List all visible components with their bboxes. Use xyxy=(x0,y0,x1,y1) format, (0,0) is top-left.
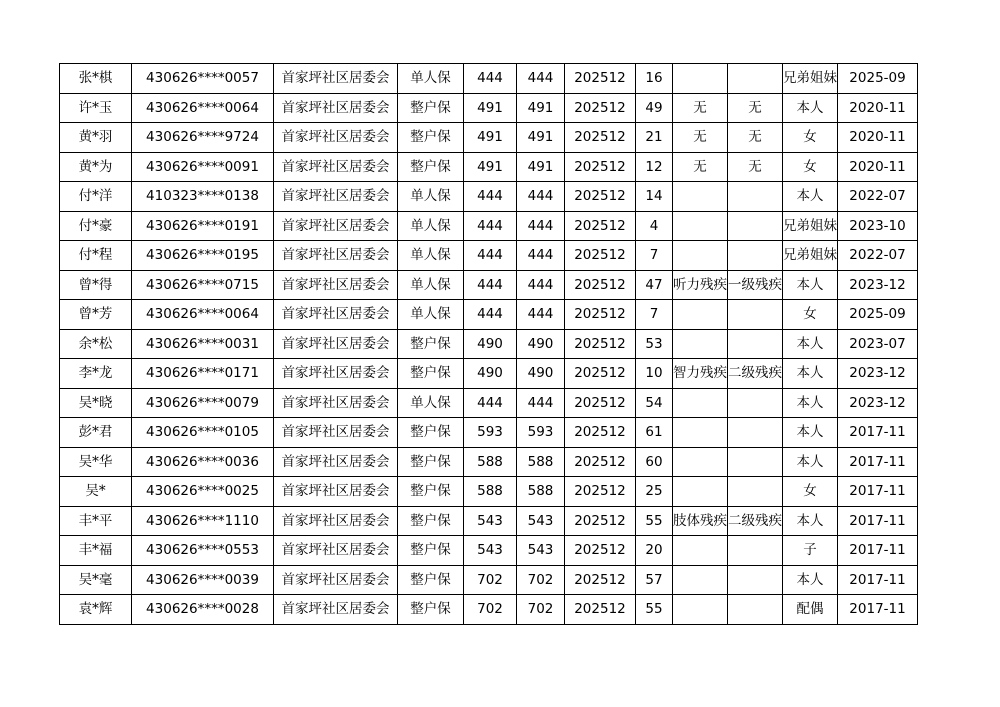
amount2-cell: 490 xyxy=(517,329,565,359)
disability-level-cell xyxy=(728,565,783,595)
table-row xyxy=(60,329,918,359)
amount-cell: 491 xyxy=(464,93,517,123)
amount-cell: 491 xyxy=(464,152,517,182)
organization-cell: 首家坪社区居委会 xyxy=(274,536,398,566)
disability-level-cell xyxy=(728,182,783,212)
id-number-cell: 430626****0036 xyxy=(132,447,274,477)
age-cell: 10 xyxy=(636,359,673,389)
disability-type-cell xyxy=(673,418,728,448)
disability-type-cell: 无 xyxy=(673,123,728,153)
disability-type-cell xyxy=(673,300,728,330)
month-cell: 202512 xyxy=(565,536,636,566)
amount2-cell: 444 xyxy=(517,300,565,330)
amount-cell: 588 xyxy=(464,447,517,477)
amount-cell: 702 xyxy=(464,595,517,625)
amount-cell: 491 xyxy=(464,123,517,153)
month-cell: 202512 xyxy=(565,388,636,418)
disability-type-cell xyxy=(673,211,728,241)
disability-level-cell xyxy=(728,300,783,330)
table-row xyxy=(60,270,918,300)
name-cell: 曾*芳 xyxy=(60,300,132,330)
name-cell: 黄*为 xyxy=(60,152,132,182)
month-cell: 202512 xyxy=(565,182,636,212)
disability-level-cell: 无 xyxy=(728,123,783,153)
disability-type-cell xyxy=(673,447,728,477)
relationship-cell: 本人 xyxy=(783,270,838,300)
start-date-cell: 2017-11 xyxy=(838,536,918,566)
age-cell: 57 xyxy=(636,565,673,595)
coverage-type-cell: 整户保 xyxy=(398,93,464,123)
table-row xyxy=(60,359,918,389)
organization-cell: 首家坪社区居委会 xyxy=(274,123,398,153)
month-cell: 202512 xyxy=(565,359,636,389)
table-row xyxy=(60,152,918,182)
table-row xyxy=(60,595,918,625)
age-cell: 60 xyxy=(636,447,673,477)
coverage-type-cell: 整户保 xyxy=(398,506,464,536)
disability-type-cell: 听力残疾 xyxy=(673,270,728,300)
organization-cell: 首家坪社区居委会 xyxy=(274,329,398,359)
amount-cell: 444 xyxy=(464,64,517,94)
id-number-cell: 430626****0064 xyxy=(132,300,274,330)
start-date-cell: 2023-10 xyxy=(838,211,918,241)
age-cell: 55 xyxy=(636,595,673,625)
amount-cell: 444 xyxy=(464,182,517,212)
table-row xyxy=(60,388,918,418)
coverage-type-cell: 整户保 xyxy=(398,565,464,595)
organization-cell: 首家坪社区居委会 xyxy=(274,211,398,241)
start-date-cell: 2020-11 xyxy=(838,123,918,153)
start-date-cell: 2025-09 xyxy=(838,64,918,94)
amount2-cell: 543 xyxy=(517,536,565,566)
age-cell: 14 xyxy=(636,182,673,212)
amount2-cell: 588 xyxy=(517,447,565,477)
relationship-cell: 子 xyxy=(783,536,838,566)
start-date-cell: 2017-11 xyxy=(838,477,918,507)
month-cell: 202512 xyxy=(565,565,636,595)
age-cell: 20 xyxy=(636,536,673,566)
coverage-type-cell: 整户保 xyxy=(398,329,464,359)
name-cell: 彭*君 xyxy=(60,418,132,448)
name-cell: 曾*得 xyxy=(60,270,132,300)
age-cell: 7 xyxy=(636,300,673,330)
amount2-cell: 490 xyxy=(517,359,565,389)
table-row xyxy=(60,182,918,212)
table-row xyxy=(60,93,918,123)
disability-type-cell: 智力残疾 xyxy=(673,359,728,389)
relationship-cell: 本人 xyxy=(783,93,838,123)
organization-cell: 首家坪社区居委会 xyxy=(274,595,398,625)
name-cell: 余*松 xyxy=(60,329,132,359)
coverage-type-cell: 单人保 xyxy=(398,388,464,418)
age-cell: 12 xyxy=(636,152,673,182)
id-number-cell: 430626****1110 xyxy=(132,506,274,536)
disability-type-cell: 无 xyxy=(673,152,728,182)
month-cell: 202512 xyxy=(565,64,636,94)
disability-level-cell xyxy=(728,477,783,507)
id-number-cell: 430626****0028 xyxy=(132,595,274,625)
amount-cell: 588 xyxy=(464,477,517,507)
table-row xyxy=(60,477,918,507)
relationship-cell: 女 xyxy=(783,123,838,153)
amount2-cell: 444 xyxy=(517,64,565,94)
age-cell: 55 xyxy=(636,506,673,536)
name-cell: 黄*羽 xyxy=(60,123,132,153)
disability-type-cell xyxy=(673,388,728,418)
id-number-cell: 430626****0064 xyxy=(132,93,274,123)
coverage-type-cell: 单人保 xyxy=(398,64,464,94)
amount-cell: 490 xyxy=(464,329,517,359)
table-row xyxy=(60,241,918,271)
month-cell: 202512 xyxy=(565,241,636,271)
coverage-type-cell: 整户保 xyxy=(398,477,464,507)
start-date-cell: 2017-11 xyxy=(838,565,918,595)
coverage-type-cell: 整户保 xyxy=(398,152,464,182)
organization-cell: 首家坪社区居委会 xyxy=(274,447,398,477)
disability-level-cell: 二级残疾 xyxy=(728,359,783,389)
coverage-type-cell: 整户保 xyxy=(398,447,464,477)
id-number-cell: 430626****0553 xyxy=(132,536,274,566)
name-cell: 付*洋 xyxy=(60,182,132,212)
age-cell: 53 xyxy=(636,329,673,359)
coverage-type-cell: 单人保 xyxy=(398,211,464,241)
relationship-cell: 女 xyxy=(783,152,838,182)
disability-type-cell xyxy=(673,329,728,359)
disability-level-cell xyxy=(728,595,783,625)
age-cell: 7 xyxy=(636,241,673,271)
id-number-cell: 430626****0105 xyxy=(132,418,274,448)
start-date-cell: 2023-12 xyxy=(838,388,918,418)
disability-type-cell xyxy=(673,477,728,507)
amount-cell: 444 xyxy=(464,270,517,300)
name-cell: 付*豪 xyxy=(60,211,132,241)
organization-cell: 首家坪社区居委会 xyxy=(274,241,398,271)
relationship-cell: 本人 xyxy=(783,359,838,389)
amount-cell: 444 xyxy=(464,211,517,241)
month-cell: 202512 xyxy=(565,211,636,241)
month-cell: 202512 xyxy=(565,270,636,300)
table-row xyxy=(60,536,918,566)
disability-level-cell: 无 xyxy=(728,93,783,123)
disability-level-cell: 一级残疾 xyxy=(728,270,783,300)
disability-level-cell xyxy=(728,64,783,94)
amount2-cell: 593 xyxy=(517,418,565,448)
amount-cell: 593 xyxy=(464,418,517,448)
organization-cell: 首家坪社区居委会 xyxy=(274,300,398,330)
coverage-type-cell: 整户保 xyxy=(398,536,464,566)
amount-cell: 444 xyxy=(464,241,517,271)
amount-cell: 543 xyxy=(464,506,517,536)
id-number-cell: 430626****0715 xyxy=(132,270,274,300)
amount2-cell: 491 xyxy=(517,152,565,182)
relationship-cell: 本人 xyxy=(783,565,838,595)
organization-cell: 首家坪社区居委会 xyxy=(274,64,398,94)
coverage-type-cell: 单人保 xyxy=(398,270,464,300)
organization-cell: 首家坪社区居委会 xyxy=(274,477,398,507)
name-cell: 吴*毫 xyxy=(60,565,132,595)
amount2-cell: 444 xyxy=(517,182,565,212)
month-cell: 202512 xyxy=(565,506,636,536)
organization-cell: 首家坪社区居委会 xyxy=(274,182,398,212)
table-row xyxy=(60,418,918,448)
age-cell: 54 xyxy=(636,388,673,418)
name-cell: 丰*平 xyxy=(60,506,132,536)
relationship-cell: 兄弟姐妹 xyxy=(783,64,838,94)
month-cell: 202512 xyxy=(565,477,636,507)
relationship-cell: 女 xyxy=(783,300,838,330)
disability-level-cell xyxy=(728,329,783,359)
table-row xyxy=(60,123,918,153)
disability-level-cell xyxy=(728,211,783,241)
disability-type-cell: 无 xyxy=(673,93,728,123)
name-cell: 付*程 xyxy=(60,241,132,271)
relationship-cell: 本人 xyxy=(783,388,838,418)
table-row xyxy=(60,211,918,241)
amount-cell: 702 xyxy=(464,565,517,595)
age-cell: 4 xyxy=(636,211,673,241)
start-date-cell: 2022-07 xyxy=(838,241,918,271)
organization-cell: 首家坪社区居委会 xyxy=(274,388,398,418)
relationship-cell: 本人 xyxy=(783,418,838,448)
coverage-type-cell: 整户保 xyxy=(398,418,464,448)
id-number-cell: 430626****0191 xyxy=(132,211,274,241)
relationship-cell: 本人 xyxy=(783,182,838,212)
id-number-cell: 430626****0195 xyxy=(132,241,274,271)
relationship-cell: 兄弟姐妹 xyxy=(783,241,838,271)
amount2-cell: 491 xyxy=(517,93,565,123)
name-cell: 李*龙 xyxy=(60,359,132,389)
disability-level-cell xyxy=(728,241,783,271)
month-cell: 202512 xyxy=(565,152,636,182)
table-row xyxy=(60,447,918,477)
amount2-cell: 444 xyxy=(517,211,565,241)
month-cell: 202512 xyxy=(565,595,636,625)
start-date-cell: 2023-12 xyxy=(838,359,918,389)
amount2-cell: 543 xyxy=(517,506,565,536)
relationship-cell: 配偶 xyxy=(783,595,838,625)
name-cell: 张*棋 xyxy=(60,64,132,94)
name-cell: 许*玉 xyxy=(60,93,132,123)
start-date-cell: 2020-11 xyxy=(838,93,918,123)
amount-cell: 444 xyxy=(464,300,517,330)
amount2-cell: 491 xyxy=(517,123,565,153)
month-cell: 202512 xyxy=(565,300,636,330)
name-cell: 丰*福 xyxy=(60,536,132,566)
coverage-type-cell: 单人保 xyxy=(398,300,464,330)
disability-level-cell xyxy=(728,447,783,477)
disability-level-cell xyxy=(728,536,783,566)
age-cell: 16 xyxy=(636,64,673,94)
amount-cell: 490 xyxy=(464,359,517,389)
relationship-cell: 兄弟姐妹 xyxy=(783,211,838,241)
coverage-type-cell: 整户保 xyxy=(398,595,464,625)
disability-type-cell xyxy=(673,241,728,271)
amount-cell: 444 xyxy=(464,388,517,418)
disability-type-cell xyxy=(673,182,728,212)
amount2-cell: 444 xyxy=(517,270,565,300)
month-cell: 202512 xyxy=(565,447,636,477)
id-number-cell: 430626****0057 xyxy=(132,64,274,94)
age-cell: 25 xyxy=(636,477,673,507)
amount2-cell: 444 xyxy=(517,241,565,271)
relationship-cell: 本人 xyxy=(783,506,838,536)
records-table xyxy=(59,63,918,625)
amount-cell: 543 xyxy=(464,536,517,566)
amount2-cell: 702 xyxy=(517,595,565,625)
organization-cell: 首家坪社区居委会 xyxy=(274,93,398,123)
table-row xyxy=(60,64,918,94)
id-number-cell: 430626****9724 xyxy=(132,123,274,153)
coverage-type-cell: 单人保 xyxy=(398,241,464,271)
disability-type-cell xyxy=(673,595,728,625)
table-row xyxy=(60,506,918,536)
id-number-cell: 430626****0025 xyxy=(132,477,274,507)
name-cell: 吴*华 xyxy=(60,447,132,477)
organization-cell: 首家坪社区居委会 xyxy=(274,506,398,536)
name-cell: 袁*辉 xyxy=(60,595,132,625)
disability-type-cell xyxy=(673,565,728,595)
month-cell: 202512 xyxy=(565,93,636,123)
disability-type-cell xyxy=(673,64,728,94)
start-date-cell: 2023-07 xyxy=(838,329,918,359)
organization-cell: 首家坪社区居委会 xyxy=(274,418,398,448)
start-date-cell: 2017-11 xyxy=(838,447,918,477)
organization-cell: 首家坪社区居委会 xyxy=(274,270,398,300)
start-date-cell: 2023-12 xyxy=(838,270,918,300)
amount2-cell: 702 xyxy=(517,565,565,595)
age-cell: 49 xyxy=(636,93,673,123)
start-date-cell: 2017-11 xyxy=(838,595,918,625)
month-cell: 202512 xyxy=(565,123,636,153)
disability-level-cell: 无 xyxy=(728,152,783,182)
coverage-type-cell: 整户保 xyxy=(398,359,464,389)
start-date-cell: 2022-07 xyxy=(838,182,918,212)
id-number-cell: 430626****0171 xyxy=(132,359,274,389)
table-row xyxy=(60,565,918,595)
id-number-cell: 410323****0138 xyxy=(132,182,274,212)
organization-cell: 首家坪社区居委会 xyxy=(274,359,398,389)
start-date-cell: 2020-11 xyxy=(838,152,918,182)
start-date-cell: 2017-11 xyxy=(838,418,918,448)
id-number-cell: 430626****0091 xyxy=(132,152,274,182)
relationship-cell: 女 xyxy=(783,477,838,507)
disability-type-cell xyxy=(673,536,728,566)
start-date-cell: 2025-09 xyxy=(838,300,918,330)
name-cell: 吴*晓 xyxy=(60,388,132,418)
id-number-cell: 430626****0079 xyxy=(132,388,274,418)
month-cell: 202512 xyxy=(565,329,636,359)
age-cell: 47 xyxy=(636,270,673,300)
month-cell: 202512 xyxy=(565,418,636,448)
coverage-type-cell: 单人保 xyxy=(398,182,464,212)
start-date-cell: 2017-11 xyxy=(838,506,918,536)
organization-cell: 首家坪社区居委会 xyxy=(274,565,398,595)
amount2-cell: 588 xyxy=(517,477,565,507)
relationship-cell: 本人 xyxy=(783,329,838,359)
age-cell: 61 xyxy=(636,418,673,448)
records-table-body xyxy=(60,64,918,625)
amount2-cell: 444 xyxy=(517,388,565,418)
relationship-cell: 本人 xyxy=(783,447,838,477)
disability-level-cell xyxy=(728,418,783,448)
coverage-type-cell: 整户保 xyxy=(398,123,464,153)
name-cell: 吴* xyxy=(60,477,132,507)
id-number-cell: 430626****0031 xyxy=(132,329,274,359)
table-row xyxy=(60,300,918,330)
disability-level-cell: 二级残疾 xyxy=(728,506,783,536)
disability-type-cell: 肢体残疾 xyxy=(673,506,728,536)
organization-cell: 首家坪社区居委会 xyxy=(274,152,398,182)
disability-level-cell xyxy=(728,388,783,418)
age-cell: 21 xyxy=(636,123,673,153)
id-number-cell: 430626****0039 xyxy=(132,565,274,595)
